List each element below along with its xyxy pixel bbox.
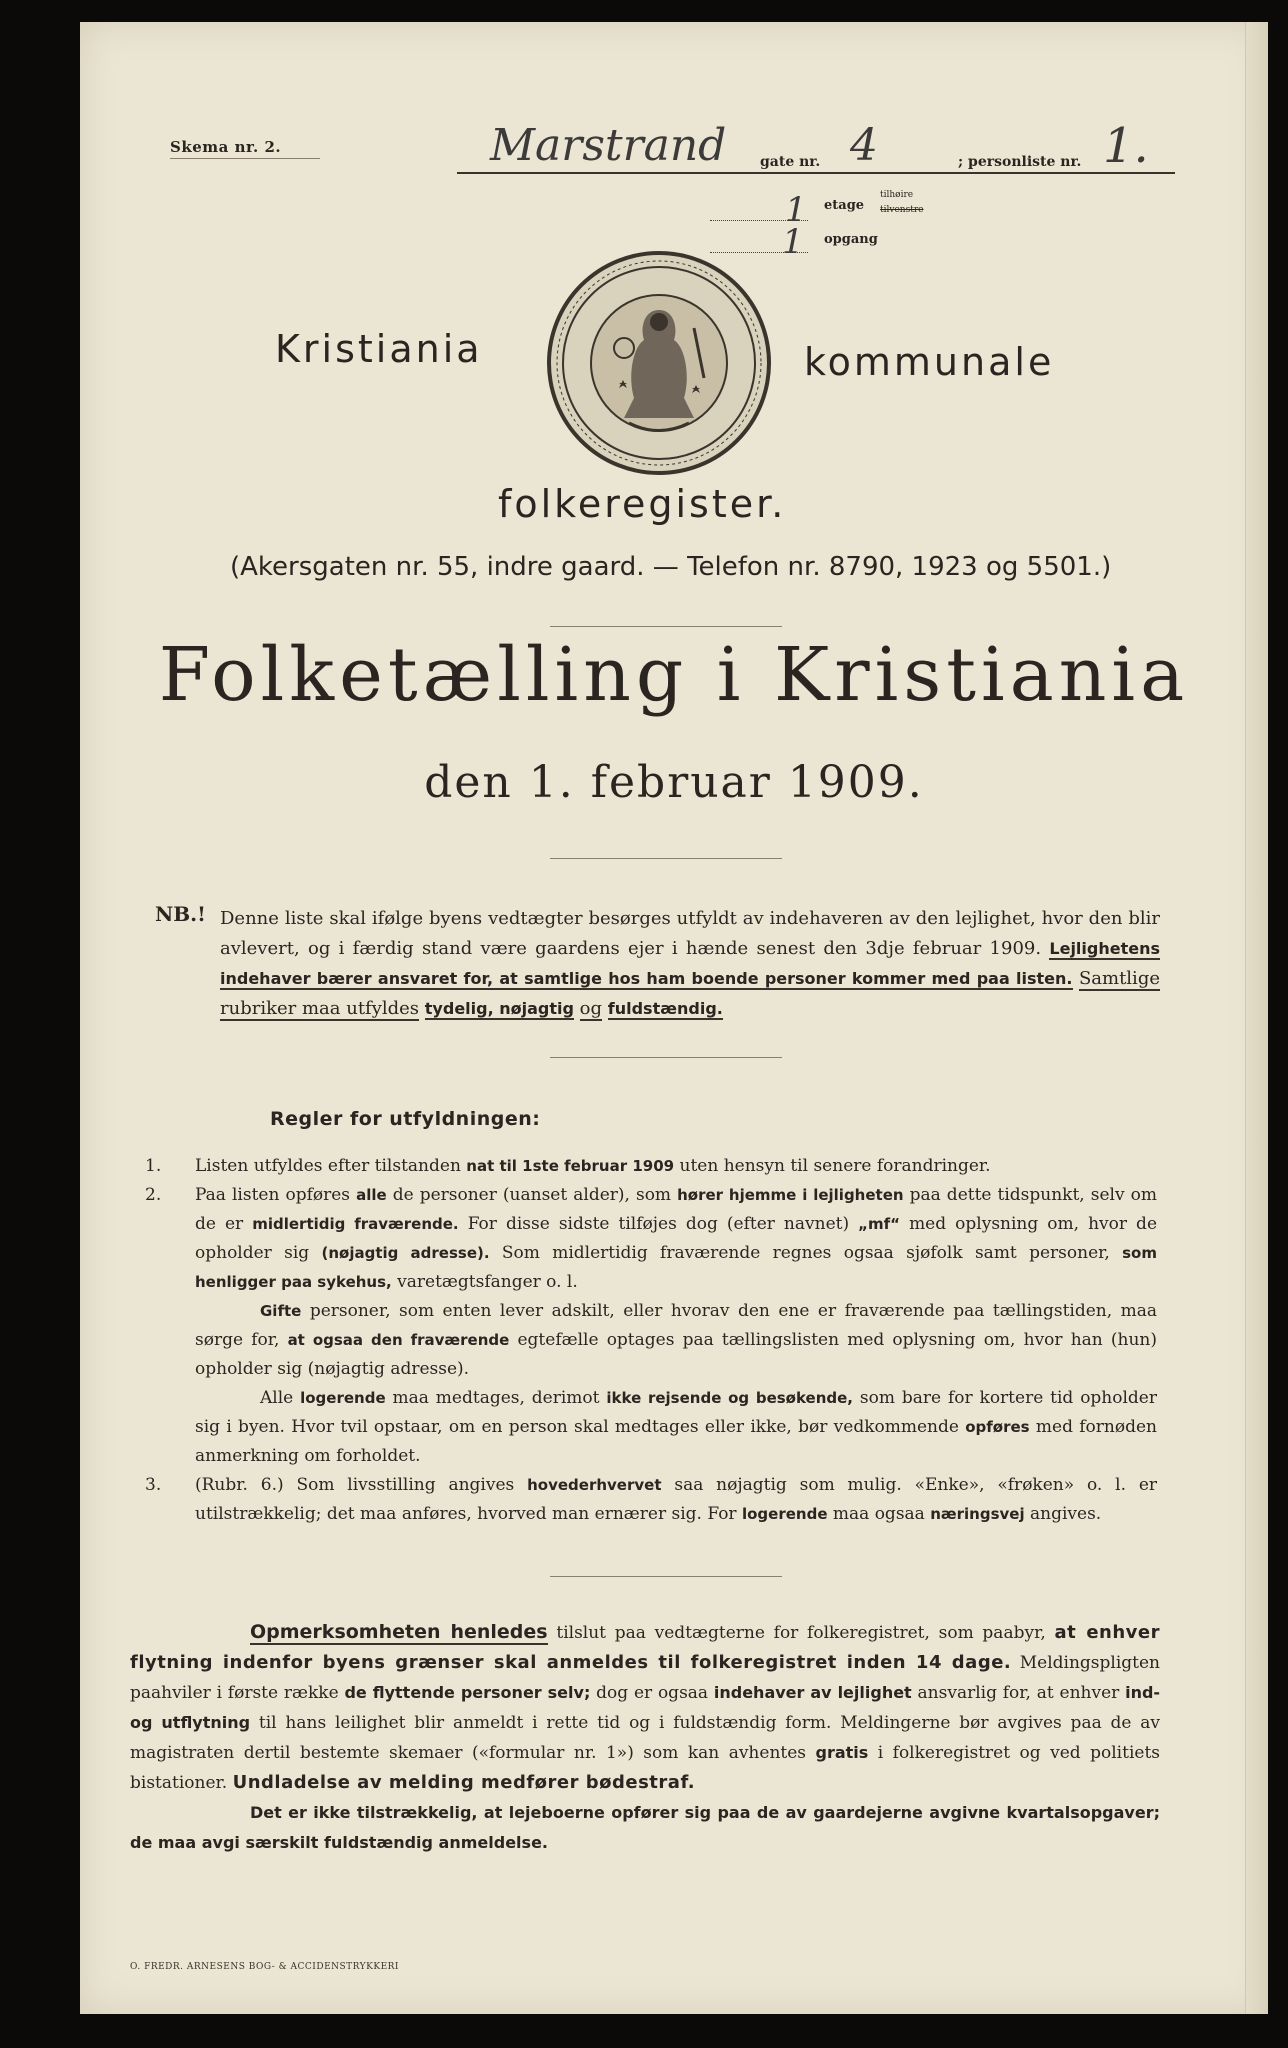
address-underline	[457, 172, 1175, 174]
rule-2-p2-bold-c: at ogsaa den fraværende	[287, 1331, 510, 1349]
rule-2-text-e: paa dette tidspunkt, selv om de er	[195, 1185, 1157, 1234]
nb-label: NB.!	[155, 902, 206, 926]
personliste-label: ; personliste nr.	[958, 154, 1082, 170]
rule-2-paragraph-2	[145, 1297, 1157, 1384]
rule-2-bold-j: (nøjagtig adresse).	[321, 1244, 490, 1262]
notice-final	[130, 1798, 1160, 1858]
etage-label: etage	[824, 198, 865, 213]
rule-2-p2-bold-a: Gifte	[260, 1302, 302, 1320]
rules-list	[145, 1152, 1157, 1529]
rule-3-text-g: angives.	[1030, 1504, 1102, 1524]
opgang-handwritten: 1	[782, 222, 804, 262]
etage-underline	[710, 220, 808, 221]
rule-3-number: 3.	[145, 1475, 162, 1495]
rule-2-p3-text-e: som bare for kortere tid opholder sig i byen. Hvor tvil opstaar, om en person skal medtages eller ikke, bør vedkommende	[195, 1388, 1157, 1437]
divider-2	[550, 858, 782, 859]
divider-4	[550, 1576, 782, 1577]
rule-3-bold-b: hovederhvervet	[527, 1476, 662, 1494]
rule-2-number: 2.	[145, 1185, 162, 1205]
nb-text: Denne liste skal ifølge byens vedtægter besørges utfyldt av indehaveren av den lejlighet, hvor den blir avlevert, og i færdig stand være gaardens ejer i hænde senest den 3dje februar 1909.	[220, 908, 1160, 959]
nb-responsibility: Lejlighetens indehaver bærer ansvaret for, at samtlige hos ham boende personer kommer med paa listen.	[220, 939, 1160, 988]
rule-3-bold-f: næringsvej	[930, 1505, 1025, 1523]
notice-bold-13: Undladelse av melding medfører bødestraf.	[232, 1772, 696, 1793]
notice-text-10: til hans leilighet blir anmeldt i rette tid og i fuldstændig form. Meldingerne bør avgives paa de av magistraten dertil bestemte skemaer («formular nr. 1») som kan avhentes	[130, 1713, 1160, 1763]
nb-paragraph	[220, 904, 1160, 1024]
nb-text-3: og	[579, 998, 603, 1019]
notice-bold-14: Det er ikke tilstrækkelig, at lejeboerne opfører sig paa de av gaardejerne avgivne kvartalsopgaver; de maa avgi særskilt fuldstændig anmeldelse.	[130, 1803, 1160, 1852]
notice-bold-11: gratis	[815, 1743, 869, 1762]
rule-1	[145, 1152, 1157, 1181]
rule-1-text: Listen utfyldes efter tilstanden	[195, 1156, 461, 1176]
rule-2-text-a: Paa listen opføres	[195, 1185, 351, 1205]
skema-number: Skema nr. 2.	[170, 138, 282, 156]
rule-3-text-e: maa ogsaa	[832, 1504, 925, 1524]
rule-2-paragraph-3	[145, 1384, 1157, 1471]
gate-label: gate nr.	[760, 154, 821, 170]
notice-bold-9: ind- og utflytning	[130, 1683, 1161, 1732]
divider-1	[550, 626, 782, 627]
rule-2-p3-text-a: Alle	[260, 1388, 294, 1408]
notice-text-8: ansvarlig for, at enhver	[917, 1683, 1120, 1703]
heading-kristiania: Kristiania	[275, 327, 483, 371]
document-title: Folketælling i Kristiania	[158, 632, 1190, 718]
rule-2-text-g: For disse sidste tilføjes dog (efter navnet)	[467, 1214, 850, 1234]
notice-text-12: i folkeregistret og ved politiets bistationer.	[130, 1743, 1161, 1793]
gate-number-handwritten: 4	[850, 120, 878, 171]
notice-bold-7: indehaver av lejlighet	[713, 1683, 912, 1702]
divider-3	[550, 1057, 782, 1058]
rule-3-text-c: saa nøjagtig som mulig. «Enke», «frøken» o. l. er utilstrækkelig; det maa anføres, hvorved man ernærer sig. For	[195, 1475, 1158, 1524]
notice-bold-3: at enhver flytning indenfor byens grænser skal anmeldes til folkeregistret inden 14 dage.	[130, 1622, 1160, 1673]
rule-2-p3-bold-f: opføres	[965, 1418, 1030, 1436]
rule-2-p2-text-d: egtefælle optages paa tællingslisten med oplysning om, hvor han (hun) opholder sig (nøjagtig adresse).	[195, 1330, 1158, 1379]
rule-2-text-c: de personer (uanset alder), som	[392, 1185, 672, 1205]
rule-2-bold-b: alle	[356, 1186, 387, 1204]
rule-2-bold-l: som henligger paa sykehus,	[195, 1244, 1157, 1291]
notice-bold-5: de flyttende personer selv;	[344, 1683, 591, 1702]
city-seal-icon	[544, 248, 774, 478]
document-date: den 1. februar 1909.	[424, 757, 924, 808]
notice-text-6: dog er ogsaa	[596, 1683, 709, 1703]
rule-2-p3-bold-d: ikke rejsende og besøkende,	[606, 1389, 854, 1407]
rule-1-number: 1.	[145, 1156, 162, 1176]
rule-2-p2-text-b: personer, som enten lever adskilt, eller hvorav den ene er fraværende paa tællingstiden, maa sørge for,	[195, 1301, 1157, 1350]
etage-handwritten: 1	[785, 190, 807, 230]
rule-1-text-2: uten hensyn til senere forandringer.	[679, 1156, 991, 1176]
rule-2-p3-bold-b: logerende	[300, 1389, 386, 1407]
rule-2-bold-h: „mf“	[858, 1215, 901, 1233]
rule-2-bold-d: hører hjemme i lejligheten	[677, 1186, 904, 1204]
notice-heading: Opmerksomheten henledes	[250, 1621, 548, 1643]
page-edge	[1245, 22, 1268, 2014]
rule-2-text-k: Som midlertidig fraværende regnes ogsaa sjøfolk samt personer,	[501, 1243, 1110, 1263]
notice-text-2: tilslut paa vedtægterne for folkeregistret, som paabyr,	[556, 1623, 1046, 1643]
rule-1-bold: nat til 1ste februar 1909	[466, 1157, 675, 1175]
skema-underline	[170, 158, 320, 159]
heading-kommunale: kommunale	[804, 340, 1055, 384]
notice-paragraph	[130, 1618, 1160, 1858]
rules-title: Regler for utfyldningen:	[270, 1108, 541, 1130]
etage-option-right: tilhøire	[880, 190, 914, 200]
rule-2-bold-f: midlertidig fraværende.	[252, 1215, 459, 1233]
nb-emphasis-1: tydelig, nøjagtig	[424, 999, 574, 1018]
notice-main	[130, 1618, 1160, 1798]
rule-2-text-i: med oplysning om, hvor de opholder sig	[195, 1214, 1157, 1263]
notice-text-4: Meldingspligten paahviler i første række	[130, 1653, 1160, 1703]
office-address: (Akersgaten nr. 55, indre gaard. — Telefon nr. 8790, 1923 og 5501.)	[230, 552, 1112, 582]
rule-3-bold-d: logerende	[741, 1505, 828, 1523]
rule-2	[145, 1181, 1157, 1297]
nb-text-2: Samtlige rubriker maa utfyldes	[220, 968, 1160, 1019]
opgang-label: opgang	[824, 232, 878, 247]
census-form-page	[80, 22, 1268, 2014]
street-handwritten: Marstrand	[490, 120, 727, 171]
rule-3	[145, 1471, 1157, 1529]
heading-folkeregister: folkeregister.	[498, 482, 787, 526]
rule-2-p3-text-g: med fornøden anmerkning om forholdet.	[195, 1417, 1157, 1466]
personliste-number-handwritten: 1.	[1103, 118, 1149, 174]
rule-3-text-a: (Rubr. 6.) Som livsstilling angives	[195, 1475, 515, 1495]
printer-imprint: O. FREDR. ARNESENS BOG- & ACCIDENSTRYKKERI	[130, 1962, 399, 1972]
rule-2-text-m: varetægtsfanger o. l.	[397, 1272, 578, 1292]
rule-2-p3-text-c: maa medtages, derimot	[392, 1388, 600, 1408]
nb-emphasis-2: fuldstændig.	[607, 999, 723, 1018]
etage-option-left: tilvenstre	[880, 205, 924, 215]
